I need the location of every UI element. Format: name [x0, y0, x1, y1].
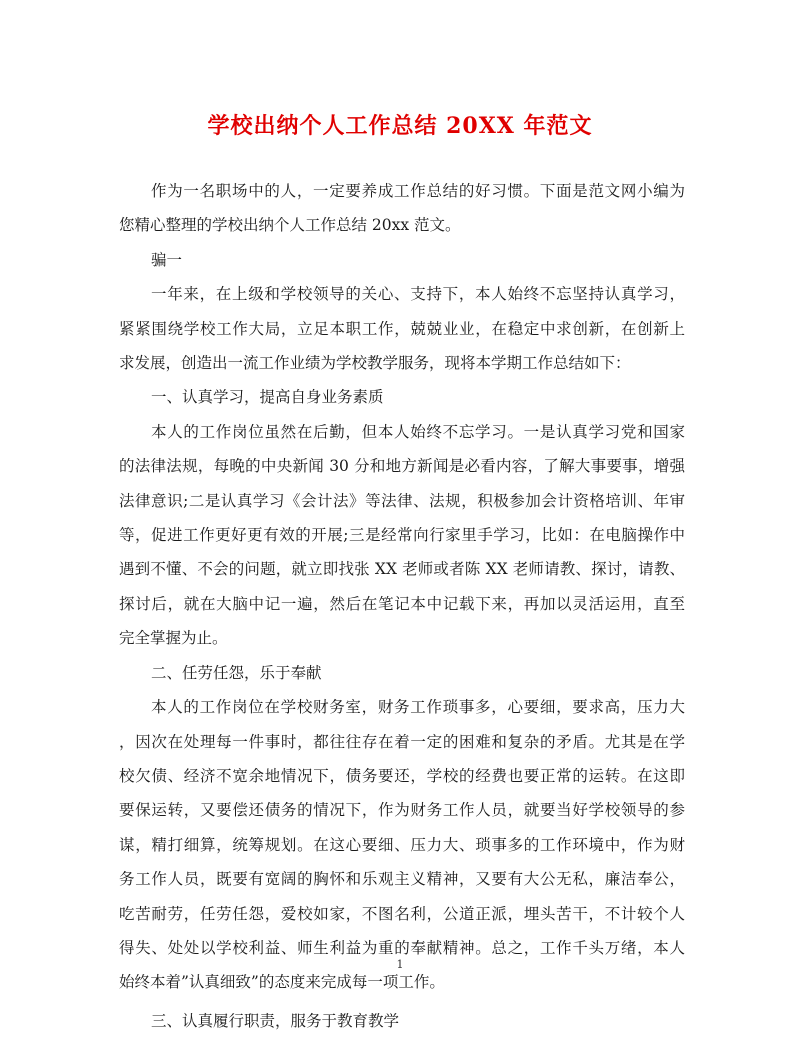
paragraph-line: 务工作人员，既要有宽阔的胸怀和乐观主义精神，又要有大公无私，廉洁奉公， [119, 870, 685, 889]
paragraph-line: 法律意识;二是认真学习《会计法》等法律、法规，积极参加会计资格培训、年审 [119, 491, 685, 510]
paragraph-line: 求发展，创造出一流工作业绩为学校教学服务，现将本学期工作总结如下： [119, 354, 631, 373]
paragraph-line: 始终本着”认真细致”的态度来完成每一项工作。 [119, 973, 445, 992]
paragraph-line: 一年来，在上级和学校领导的关心、支持下，本人始终不忘坚持认真学习， [151, 285, 685, 304]
paragraph-line: 等，促进工作更好更有效的开展;三是经常向行家里手学习，比如：在电脑操作中 [119, 526, 685, 545]
document-body [119, 174, 685, 1038]
paragraph-line: 谋，精打细算，统筹规划。在这心要细、压力大、琐事多的工作环境中，作为财 [119, 835, 685, 854]
section-heading: 一、认真学习，提高自身业务素质 [151, 388, 384, 407]
section-heading: 三、认真履行职责，服务于教育教学 [151, 1011, 400, 1030]
section-heading: 二、任劳任怨，乐于奉献 [151, 663, 322, 682]
paragraph-line: 遇到不懂、不会的问题，就立即找张 XX 老师或者陈 XX 老师请教、探讨，请教、 [119, 560, 685, 579]
section-mark: 骗一 [151, 250, 183, 269]
paragraph-line: 完全掌握为止。 [119, 629, 228, 648]
paragraph-line: 要保运转，又要偿还债务的情况下，作为财务工作人员，就要当好学校领导的参 [119, 801, 685, 820]
intro-line: 作为一名职场中的人，一定要养成工作总结的好习惯。下面是范文网小编为 [151, 182, 685, 200]
paragraph-line: 吃苦耐劳，任劳任怨，爱校如家，不图名利，公道正派，埋头苦干，不计较个人 [119, 904, 685, 923]
paragraph-line: 得失、处处以学校利益、师生利益为重的奉献精神。总之，工作千头万绪，本人 [119, 938, 685, 957]
document-title: 学校出纳个人工作总结 20XX 年范文 [207, 113, 593, 139]
paragraph-line: 本人的工作岗位在学校财务室，财务工作琐事多，心要细，要求高，压力大 [151, 698, 685, 717]
paragraph-line: 的法律法规，每晚的中央新闻 30 分和地方新闻是必看内容，了解大事要事，增强 [119, 457, 685, 476]
paragraph-line: 本人的工作岗位虽然在后勤，但本人始终不忘学习。一是认真学习党和国家 [151, 422, 685, 441]
paragraph-line: ，因次在处理每一件事时，都往往存在着一定的困难和复杂的矛盾。尤其是在学 [119, 732, 685, 751]
intro-line: 您精心整理的学校出纳个人工作总结 20xx 范文。 [119, 216, 461, 235]
paragraph-line: 校欠债、经济不宽余地情况下，债务要还，学校的经费也要正常的运转。在这即 [119, 766, 685, 785]
paragraph-line: 探讨后，就在大脑中记一遍，然后在笔记本中记载下来，再加以灵活运用，直至 [119, 594, 685, 613]
page-number: 1 [396, 958, 404, 971]
paragraph-line: 紧紧围绕学校工作大局，立足本职工作，兢兢业业，在稳定中求创新，在创新上 [119, 319, 685, 338]
